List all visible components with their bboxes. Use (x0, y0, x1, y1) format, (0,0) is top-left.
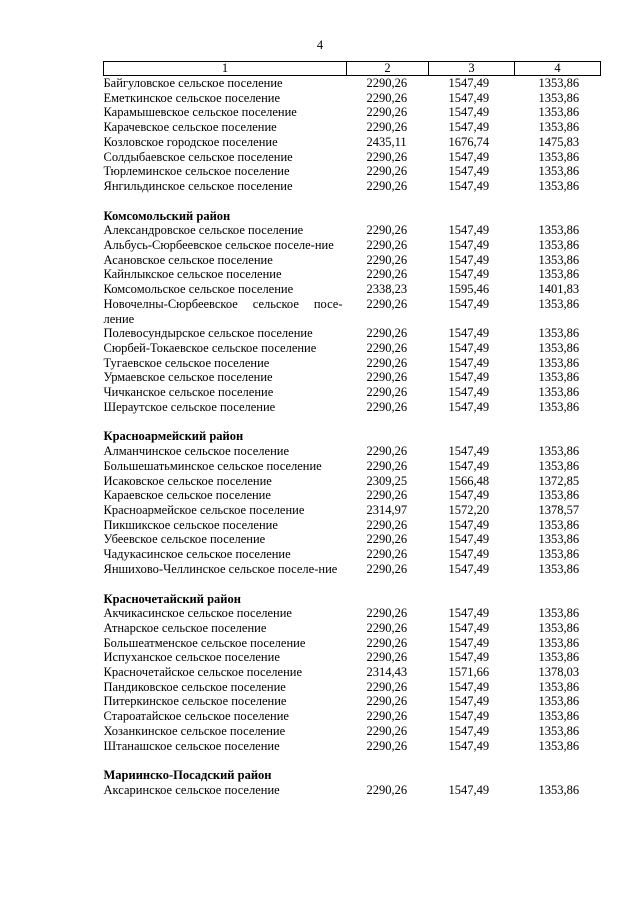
settlement-name-cell: Алманчинское сельское поселение (103, 444, 290, 459)
value-col4-cell: 1353,86 (538, 90, 580, 105)
table-row (104, 783, 601, 798)
value-col4-cell: 1353,86 (538, 340, 580, 355)
settlement-name-cell: Новочелны-Сюрбеевское сельское посе-ление (103, 296, 343, 326)
value-col2-cell: 2290,26 (366, 606, 408, 621)
tariff-table (103, 61, 601, 798)
value-col3-cell: 1547,49 (448, 238, 490, 253)
table-row (104, 503, 601, 518)
value-col2-cell: 2290,26 (366, 444, 408, 459)
value-col3-cell: 1547,49 (448, 178, 490, 193)
value-col3-cell: 1547,49 (448, 709, 490, 724)
table-row (104, 150, 601, 165)
settlement-name-cell: Атнарское сельское поселение (103, 620, 267, 635)
settlement-name-cell: Хозанкинское сельское поселение (103, 723, 286, 738)
value-col4-cell: 1353,86 (538, 679, 580, 694)
table-row (104, 76, 601, 91)
value-col3-cell: 1547,49 (448, 252, 490, 267)
section-spacer (104, 414, 601, 429)
value-col3-cell: 1547,49 (448, 606, 490, 621)
district-heading: Красноармейский район (103, 429, 244, 444)
value-col4-cell: 1353,86 (538, 650, 580, 665)
table-row (104, 459, 601, 474)
value-col3-cell: 1547,49 (448, 738, 490, 753)
value-col4-cell: 1353,86 (538, 517, 580, 532)
value-col4-cell: 1353,86 (538, 709, 580, 724)
spacer-cell (104, 577, 601, 592)
settlement-name-cell: Карамышевское сельское поселение (103, 105, 297, 120)
district-heading-row (104, 592, 601, 607)
value-col3-cell: 1547,49 (448, 517, 490, 532)
value-col2-cell: 2290,26 (366, 340, 408, 355)
value-col2-cell: 2290,26 (366, 370, 408, 385)
settlement-name-cell: Александровское сельское поселение (103, 223, 304, 238)
table-row (104, 709, 601, 724)
spacer-cell (104, 194, 601, 209)
value-col3-cell: 1547,49 (448, 444, 490, 459)
settlement-name-cell: Карачевское сельское поселение (103, 120, 277, 135)
settlement-name-cell: Урмаевское сельское поселение (103, 370, 273, 385)
value-col3-cell: 1547,49 (448, 370, 490, 385)
district-heading: Мариинско-Посадский район (103, 768, 272, 783)
value-col4-cell: 1353,86 (538, 238, 580, 253)
table-header-row (104, 62, 601, 76)
value-col4-cell: 1353,86 (538, 385, 580, 400)
value-col4-cell: 1401,83 (538, 282, 580, 297)
district-heading-row (104, 768, 601, 783)
value-col2-cell: 2435,11 (366, 134, 407, 149)
value-col3-cell: 1547,49 (448, 620, 490, 635)
value-col3-cell: 1572,20 (448, 502, 490, 517)
value-col4-cell: 1353,86 (538, 620, 580, 635)
settlement-name-cell: Кайнлыкское сельское поселение (103, 267, 282, 282)
value-col2-cell: 2290,26 (366, 782, 408, 797)
value-col3-cell: 1595,46 (448, 282, 490, 297)
value-col4-cell: 1353,86 (538, 355, 580, 370)
value-col2-cell: 2290,26 (366, 76, 408, 90)
value-col3-cell: 1547,49 (448, 164, 490, 179)
table-row (104, 694, 601, 709)
spacer-cell (104, 414, 601, 429)
value-col4-cell: 1353,86 (538, 178, 580, 193)
value-col2-cell: 2290,26 (366, 532, 408, 547)
settlement-name-cell: Штанашское сельское поселение (103, 738, 280, 753)
settlement-name-cell: Пандиковское сельское поселение (103, 679, 286, 694)
value-col4-cell: 1372,85 (538, 473, 580, 488)
value-col4-cell: 1353,86 (538, 399, 580, 414)
value-col2-cell: 2290,26 (366, 650, 408, 665)
value-col3-cell: 1547,49 (448, 650, 490, 665)
settlement-name-cell: Красноармейское сельское поселение (103, 502, 305, 517)
value-col4-cell: 1353,86 (538, 326, 580, 341)
value-col2-cell: 2290,26 (366, 620, 408, 635)
settlement-name-cell: Комсомольское сельское поселение (103, 282, 294, 297)
value-col3-cell: 1547,49 (448, 105, 490, 120)
district-heading: Комсомольский район (103, 208, 231, 223)
settlement-name-cell: Большеатменское сельское поселение (103, 635, 306, 650)
table-row (104, 474, 601, 489)
value-col2-cell: 2290,26 (366, 723, 408, 738)
table-row (104, 238, 601, 253)
value-col3-cell: 1547,49 (448, 635, 490, 650)
value-col3-cell: 1547,49 (448, 76, 490, 90)
value-col4-cell: 1353,86 (538, 561, 580, 576)
table-row (104, 562, 601, 577)
table-row (104, 606, 601, 621)
page-number: 4 (316, 38, 324, 52)
value-col2-cell: 2290,26 (366, 385, 408, 400)
value-col2-cell: 2290,26 (366, 694, 408, 709)
value-col3-cell: 1547,49 (448, 340, 490, 355)
value-col2-cell: 2309,25 (366, 473, 408, 488)
value-col2-cell: 2338,23 (366, 282, 408, 297)
settlement-name-cell: Большешатьминское сельское поселение (103, 458, 322, 473)
value-col4-cell: 1353,86 (538, 547, 580, 562)
table-row (104, 267, 601, 282)
table-row (104, 253, 601, 268)
value-col2-cell: 2290,26 (366, 635, 408, 650)
value-col3-cell: 1547,49 (448, 782, 490, 797)
district-heading-row (104, 209, 601, 224)
settlement-name-cell: Красночетайское сельское поселение (103, 665, 303, 680)
settlement-name-cell: Питеркинское сельское поселение (103, 694, 287, 709)
section-spacer (104, 753, 601, 768)
column-header-2: 2 (347, 62, 429, 76)
value-col4-cell: 1353,86 (538, 532, 580, 547)
settlement-name-cell: Чичканское сельское поселение (103, 385, 274, 400)
value-col4-cell: 1378,57 (538, 502, 580, 517)
value-col4-cell: 1353,86 (538, 782, 580, 797)
settlement-name-cell: Еметкинское сельское поселение (103, 90, 281, 105)
value-col3-cell: 1547,49 (448, 267, 490, 282)
value-col2-cell: 2290,26 (366, 164, 408, 179)
value-col2-cell: 2314,97 (366, 502, 408, 517)
value-col2-cell: 2290,26 (366, 709, 408, 724)
value-col4-cell: 1353,86 (538, 694, 580, 709)
value-col3-cell: 1676,74 (448, 134, 490, 149)
table-row (104, 547, 601, 562)
district-heading: Красночетайский район (103, 591, 241, 606)
value-col4-cell: 1353,86 (538, 223, 580, 238)
value-col4-cell: 1353,86 (538, 105, 580, 120)
value-col4-cell: 1353,86 (538, 723, 580, 738)
value-col2-cell: 2290,26 (366, 399, 408, 414)
value-col3-cell: 1566,48 (448, 473, 490, 488)
value-col4-cell: 1353,86 (538, 76, 580, 90)
value-col2-cell: 2290,26 (366, 178, 408, 193)
value-col4-cell: 1353,86 (538, 164, 580, 179)
value-col3-cell: 1547,49 (448, 532, 490, 547)
column-header-4: 4 (515, 62, 601, 76)
section-spacer (104, 577, 601, 592)
value-col2-cell: 2290,26 (366, 326, 408, 341)
table-row (104, 356, 601, 371)
settlement-name-cell: Козловское городское поселение (103, 134, 278, 149)
settlement-name-cell: Альбусь-Сюрбеевское сельское поселе-ние (103, 238, 334, 253)
settlement-name-cell: Полевосундырское сельское поселение (103, 326, 313, 341)
district-heading-row (104, 429, 601, 444)
settlement-name-cell: Байгуловское сельское поселение (103, 76, 283, 90)
table-row (104, 724, 601, 739)
value-col2-cell: 2290,26 (366, 458, 408, 473)
table-row (104, 179, 601, 194)
value-col4-cell: 1353,86 (538, 606, 580, 621)
table-row (104, 385, 601, 400)
value-col3-cell: 1547,49 (448, 458, 490, 473)
table-row (104, 680, 601, 695)
value-col3-cell: 1547,49 (448, 326, 490, 341)
value-col3-cell: 1547,49 (448, 561, 490, 576)
value-col3-cell: 1547,49 (448, 385, 490, 400)
value-col2-cell: 2290,26 (366, 223, 408, 238)
settlement-name-cell: Тугаевское сельское поселение (103, 355, 270, 370)
table-row (104, 621, 601, 636)
value-col3-cell: 1547,49 (448, 120, 490, 135)
value-col4-cell: 1353,86 (538, 635, 580, 650)
settlement-name-cell: Пикшикское сельское поселение (103, 517, 278, 532)
table-row (104, 518, 601, 533)
value-col4-cell: 1378,03 (538, 665, 580, 680)
value-col2-cell: 2290,26 (366, 355, 408, 370)
settlement-name-cell: Янгильдинское сельское поселение (103, 178, 293, 193)
table-row (104, 105, 601, 120)
settlement-name-cell: Исаковское сельское поселение (103, 473, 272, 488)
table-row (104, 341, 601, 356)
section-spacer (104, 194, 601, 209)
settlement-name-cell: Староатайское сельское поселение (103, 709, 289, 724)
settlement-name-cell: Шераутское сельское поселение (103, 399, 276, 414)
table-row (104, 164, 601, 179)
settlement-name-cell: Асановское сельское поселение (103, 252, 273, 267)
value-col3-cell: 1547,49 (448, 694, 490, 709)
value-col2-cell: 2314,43 (366, 665, 408, 680)
value-col3-cell: 1547,49 (448, 679, 490, 694)
value-col3-cell: 1571,66 (448, 665, 490, 680)
value-col4-cell: 1353,86 (538, 252, 580, 267)
value-col4-cell: 1353,86 (538, 296, 580, 311)
value-col3-cell: 1547,49 (448, 149, 490, 164)
table-body (104, 76, 601, 798)
value-col2-cell: 2290,26 (366, 547, 408, 562)
value-col2-cell: 2290,26 (366, 488, 408, 503)
column-header-3: 3 (429, 62, 515, 76)
value-col4-cell: 1475,83 (538, 134, 580, 149)
value-col3-cell: 1547,49 (448, 355, 490, 370)
table-row (104, 488, 601, 503)
value-col4-cell: 1353,86 (538, 444, 580, 459)
settlement-name-cell: Чадукасинское сельское поселение (103, 547, 291, 562)
settlement-name-cell: Сюрбей-Токаевское сельское поселение (103, 340, 317, 355)
value-col3-cell: 1547,49 (448, 296, 490, 311)
settlement-name-cell: Испуханское сельское поселение (103, 650, 280, 665)
spacer-cell (104, 753, 601, 768)
value-col2-cell: 2290,26 (366, 517, 408, 532)
value-col4-cell: 1353,86 (538, 488, 580, 503)
table-row (104, 665, 601, 680)
value-col2-cell: 2290,26 (366, 120, 408, 135)
settlement-name-cell: Убеевское сельское поселение (103, 532, 266, 547)
settlement-name-cell: Аксаринское сельское поселение (103, 782, 280, 797)
table-row (104, 400, 601, 415)
value-col2-cell: 2290,26 (366, 267, 408, 282)
value-col3-cell: 1547,49 (448, 223, 490, 238)
table-row (104, 326, 601, 341)
settlement-name-cell: Яншихово-Челлинское сельское поселе-ние (103, 561, 338, 576)
value-col4-cell: 1353,86 (538, 267, 580, 282)
value-col2-cell: 2290,26 (366, 252, 408, 267)
table-row (104, 223, 601, 238)
tariff-table-container (103, 61, 600, 798)
value-col4-cell: 1353,86 (538, 120, 580, 135)
value-col2-cell: 2290,26 (366, 296, 408, 311)
settlement-name-cell: Тюрлеминское сельское поселение (103, 164, 290, 179)
table-row (104, 636, 601, 651)
table-row (104, 739, 601, 754)
value-col4-cell: 1353,86 (538, 738, 580, 753)
table-row (104, 120, 601, 135)
value-col2-cell: 2290,26 (366, 561, 408, 576)
settlement-name-cell: Караевское сельское поселение (103, 488, 271, 503)
value-col2-cell: 2290,26 (366, 90, 408, 105)
table-row (104, 532, 601, 547)
table-row (104, 370, 601, 385)
column-header-1: 1 (104, 62, 347, 76)
value-col4-cell: 1353,86 (538, 458, 580, 473)
table-row (104, 650, 601, 665)
value-col2-cell: 2290,26 (366, 679, 408, 694)
value-col4-cell: 1353,86 (538, 370, 580, 385)
value-col3-cell: 1547,49 (448, 723, 490, 738)
value-col3-cell: 1547,49 (448, 488, 490, 503)
value-col2-cell: 2290,26 (366, 238, 408, 253)
table-row (104, 297, 601, 326)
table-row (104, 91, 601, 106)
table-row (104, 135, 601, 150)
value-col4-cell: 1353,86 (538, 149, 580, 164)
value-col2-cell: 2290,26 (366, 738, 408, 753)
value-col3-cell: 1547,49 (448, 399, 490, 414)
settlement-name-cell: Солдыбаевское сельское поселение (103, 149, 293, 164)
settlement-name-cell: Акчикасинское сельское поселение (103, 606, 292, 621)
value-col2-cell: 2290,26 (366, 105, 408, 120)
table-row (104, 444, 601, 459)
value-col3-cell: 1547,49 (448, 90, 490, 105)
value-col3-cell: 1547,49 (448, 547, 490, 562)
table-row (104, 282, 601, 297)
value-col2-cell: 2290,26 (366, 149, 408, 164)
